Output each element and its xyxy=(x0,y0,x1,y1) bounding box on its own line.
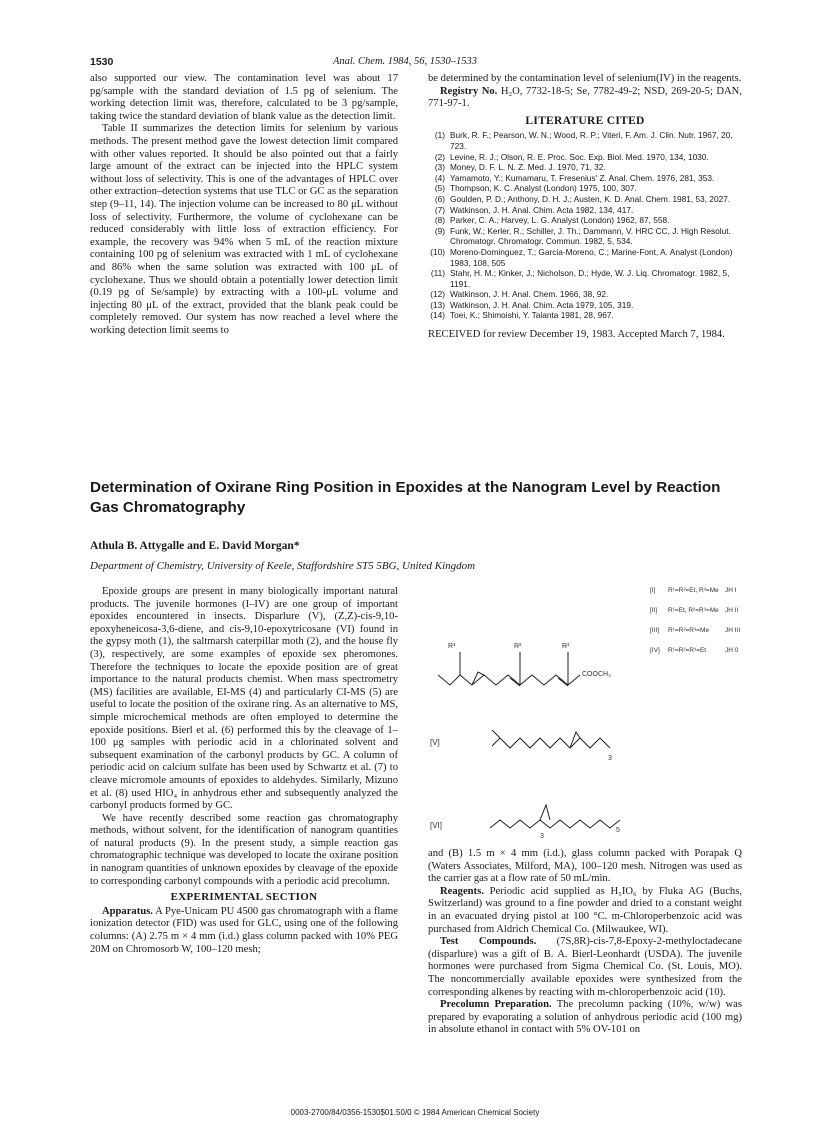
running-header: Anal. Chem. 1984, 56, 1530–1533 xyxy=(332,56,478,67)
registry-label: Registry No. xyxy=(440,85,498,97)
reference-item xyxy=(428,183,742,194)
footer-copyright: 0003-2700/84/0356-1530$01.50/0 © 1984 American Chemical Society xyxy=(290,1108,540,1117)
paragraph: and (B) 1.5 m × 4 mm (i.d.), glass column packed with Porapak Q (Waters Associates, Milford, MA), 100–120 mesh. Nitrogen was used as the carrier gas at a flow rate of 50 mL/min. xyxy=(428,848,742,885)
legend-num: [IV] xyxy=(650,647,660,654)
legend-name: JH 0 xyxy=(725,647,739,654)
reference-text: Watkinson, J. H. Anal. Chem. 1966, 38, 92. xyxy=(450,289,609,300)
precolumn-text: The precolumn packing (10%, w/w) was prepared by evaporating a solution of anhydrous periodic acid (100 mg) in absolute ethanol in contact with 5% OV-101 on xyxy=(428,999,742,1036)
reference-text: Watkinson, J. H. Anal. Chim. Acta 1982, 134, 417. xyxy=(450,204,634,215)
reference-number: (2) xyxy=(434,151,445,162)
precolumn-label: Precolumn Preparation. xyxy=(440,999,552,1011)
epoxide-ring xyxy=(540,805,550,820)
received-line: RECEIVED for review December 19, 1983. Accepted March 7, 1984. xyxy=(428,329,725,341)
reference-number: (6) xyxy=(434,193,445,204)
reference-item xyxy=(428,194,742,205)
legend-name: JH I xyxy=(725,587,737,594)
reference-text: Burk, R. F.; Pearson, W. N.; Wood, R. P.; Viteri, F. Am. J. Clin. Nutr. 1967, 20, 723. xyxy=(450,130,733,151)
reference-number: (13) xyxy=(430,299,445,310)
reference-item xyxy=(428,289,742,300)
article-title: Determination of Oxirane Ring Position in Epoxides at the Nanogram Level by Reaction Gas Chromatography xyxy=(90,479,721,516)
reference-item xyxy=(428,268,742,289)
double-bond xyxy=(558,678,568,686)
legend-formula: R¹=R²=R³=Me xyxy=(668,627,709,634)
label-vi: [VI] xyxy=(430,821,443,830)
affiliation: Department of Chemistry, University of Keele, Staffordshire ST5 5BG, United Kingdom xyxy=(90,560,476,572)
reference-text: Funk, W.; Kerler, R.; Schiller, J. Th.; Dammann, V. HRC CC, J. High Resolut. Chromatogr. Chromatogr. Commun. 1982, 5, 534. xyxy=(450,225,731,247)
top-right-column xyxy=(428,73,742,342)
reference-number: (4) xyxy=(434,172,445,183)
reference-number: (14) xyxy=(430,310,445,321)
double-bond xyxy=(510,678,520,686)
reference-item xyxy=(428,215,742,226)
legend-num: [II] xyxy=(650,607,658,614)
authors: Athula B. Attygalle and E. David Morgan* xyxy=(90,540,300,552)
literature-cited-heading: LITERATURE CITED xyxy=(525,114,645,127)
reagents-label: Reagents. xyxy=(440,885,484,897)
label-vi-sub2: 5 xyxy=(616,827,620,834)
bottom-right-column xyxy=(428,848,742,1037)
label-r1: R¹ xyxy=(448,643,456,650)
reference-text: Yamamoto, Y.; Kumamaru, T. Fresenius' Z. Anal. Chem. 1976, 281, 353. xyxy=(450,172,715,183)
reference-text: Stahr, H. M.; Kinker, J.; Nicholson, D.; Hyde, W. J. Liq. Chromatogr. 1982, 5, 1191. xyxy=(450,268,730,289)
reference-number: (5) xyxy=(434,183,445,194)
reference-text: Thompson, K. C. Analyst (London) 1975, 100, 307. xyxy=(450,183,637,194)
reference-text: Money, D. F. L. N. Z. Med. J. 1970, 71, 32. xyxy=(450,162,606,173)
reference-item xyxy=(428,226,742,247)
reference-item xyxy=(428,162,742,173)
reference-item xyxy=(428,247,742,268)
reference-item xyxy=(428,310,742,321)
paragraph: also supported our view. The contamination level was about 17 pg/sample with the standard deviation of 1.5 pg of selenium. The working detection limit was, therefore, calculated to be 3 pg/sample, taking twice the standard deviation of blank value as the detection limit. xyxy=(90,73,398,122)
bottom-left-column xyxy=(90,586,398,956)
page-number: 1530 xyxy=(90,56,114,68)
top-left-column xyxy=(90,73,398,337)
reference-item xyxy=(428,173,742,184)
test-compounds-text: (7S,8R)-cis-7,8-Epoxy-2-methyloctadecane (disparlure) was a gift of B. A. Bierl-Leonhardt (USDA). The juvenile hormones were purchased from Sigma Chemical Co. (St. Louis, MO). The noncommercially available epoxides were synthesized from the corresponding alkenes by reacting with m-chloroperbenzoic acid (10). xyxy=(428,936,742,998)
chemical-structures-figure xyxy=(420,580,750,850)
reference-number: (1) xyxy=(434,130,445,141)
legend-name: JH III xyxy=(725,627,741,634)
legend-formula: R¹=R²=R³=Et xyxy=(668,647,707,654)
test-compounds-label: Test Compounds. xyxy=(440,936,537,948)
reagents-text: Periodic acid supplied as H₅IO₆ by Fluka AG (Buchs, Switzerland) was ground to a fine powder and dried to a constant weight in an evacuated drying pistol at 100 °C. m-Chloroperbenzoic acid was purchased from Aldrich Chemical Co. (Milwaukee, WI). xyxy=(428,885,742,935)
reference-list xyxy=(428,130,742,321)
reference-text: Watkinson, J. H. Anal. Chim. Acta 1979, 105, 319. xyxy=(450,299,634,310)
legend-name: JH II xyxy=(725,607,739,614)
paragraph: Table II summarizes the detection limits for selenium by various methods. The present method gave the lowest detection limit compared with other values reported. It should be also pointed out that a fairly large amount of the extract can be injected into the HPLC system without loss of selectivity. This is one of the advantages of HPLC over other extraction–detection systems that use TLC or GC as the separation step (9–11, 14). The injection volume can be increased to 80 μL without loss of selectivity. Furthermore, the volume of cyclohexane can be reduced considerably with little loss of extraction efficiency. For example, the recovery was 94% when 5 mL of the reaction mixture containing 100 pg of selenium was extracted with 1 mL of cyclohexane and 86% when the same solution was extracted with 100 μL of cyclohexane. Thus we should obtain a potentially lower detection limit (0.19 pg of Se/sample) by extracting with a 100-μL volume and injecting 80 μL of the extract, provided that the blank peak could be completely removed. Our system has now reached a level where the working detection limit seems to xyxy=(90,123,398,336)
jh-carbon-chain xyxy=(438,675,580,685)
reference-number: (10) xyxy=(430,246,445,257)
paragraph: We have recently described some reaction gas chromatography methods, without solvent, for the identification of nanogram quantities of natural products (9). In the present study, a simple reaction gas chromatographic technique was developed to locate the oxirane position in nanogram quantities of unknown epoxides by cleavage of the epoxide to corresponding carbonyl compounds with a periodic acid precolumn. xyxy=(90,812,398,887)
reference-text: Moreno-Dominguez, T.; Garcia-Moreno, C.; Marine-Font, A. Analyst (London) 1983, 108, 505 xyxy=(450,246,733,268)
label-r3: R³ xyxy=(562,643,570,650)
reference-item xyxy=(428,130,742,151)
label-r2: R² xyxy=(514,643,522,650)
label-v-sub: 3 xyxy=(608,755,612,762)
reference-item xyxy=(428,152,742,163)
paragraph: be determined by the contamination level of selenium(IV) in the reagents. xyxy=(428,73,742,84)
reference-number: (3) xyxy=(434,162,445,173)
reference-item xyxy=(428,205,742,216)
reference-text: Levine, R. J.; Olson, R. E. Proc. Soc. Exp. Biol. Med. 1970, 134, 1030. xyxy=(450,151,709,162)
apparatus-label: Apparatus. xyxy=(102,905,153,917)
reference-number: (12) xyxy=(430,289,445,300)
reference-item xyxy=(428,300,742,311)
reference-number: (7) xyxy=(434,204,445,215)
label-ester: COOCH₃ xyxy=(582,671,611,678)
reference-number: (11) xyxy=(430,268,445,279)
disparlure-chain xyxy=(500,738,610,748)
label-v: [V] xyxy=(430,738,440,747)
apparatus-text: A Pye-Unicam PU 4500 gas chromatograph with a flame ionization detector (FID) was used for GLC, using one of the following columns: (A) 2.75 m × 4 mm (i.d.) glass column packed with 10% PEG 20M on Chromosorb W, 100–120 mesh; xyxy=(90,905,398,955)
reference-text: Goulden, P. D.; Anthony, D. H. J.; Austen, K. D. Anal. Chem. 1981, 53, 2027. xyxy=(450,193,731,204)
legend-formula: R¹=Et, R²=R³=Me xyxy=(668,607,719,614)
vi-chain xyxy=(490,820,620,828)
experimental-heading: EXPERIMENTAL SECTION xyxy=(170,891,318,904)
label-vi-sub1: 3 xyxy=(540,833,544,840)
reference-number: (8) xyxy=(434,215,445,226)
legend-num: [I] xyxy=(650,587,656,594)
reference-number: (9) xyxy=(434,225,445,236)
legend-formula: R¹=R²=Et, R³=Me xyxy=(668,587,719,594)
reference-text: Toei, K.; Shimoishi, Y. Talanta 1981, 28, 967. xyxy=(450,310,614,321)
paragraph: Epoxide groups are present in many biologically important natural products. The juvenile hormones (I–IV) are one group of important epoxides encountered in insects. Disparlure (V), (Z,Z)-cis-9,10-epoxyheneicosa-3,6-diene, and cis-9,10-epoxytricosane (VI) found in the gypsy moth (1), the saltmarsh caterpillar moth (2), and the house fly (3), respectively, are some examples of epoxide sex pheromones. Therefore the techniques to locate the epoxide position are of great importance to the natural products chemist. When mass spectrometry (MS) facilities are available, EI-MS (4) and particularly CI-MS (5) are useful to locate the position of the oxirane ring. As an alternative to MS, simple microchemical methods are often employed to determine the epoxide positions. Bierl et al. (6) performed this by the cleavage of 1–100 μg samples with periodic acid in a chlorinated solvent and subsequent examination of the carbonyl products by GC. A column of periodic acid on calcium sulfate has been used by Schwartz et al. (7) to cleave micromole amounts of epoxides to aldehydes. Similarly, Mizuno et al. (8) used HIO₄ in anhydrous ether and subsequently analyzed the carbonyl products formed by GC. xyxy=(90,586,398,812)
legend-num: [III] xyxy=(650,627,660,634)
reference-text: Parker, C. A.; Harvey, L. G. Analyst (London) 1962, 87, 558. xyxy=(450,215,670,226)
registry-text: H₂O, 7732-18-5; Se, 7782-49-2; NSD, 269-20-5; DAN, 771-97-1. xyxy=(428,85,742,110)
